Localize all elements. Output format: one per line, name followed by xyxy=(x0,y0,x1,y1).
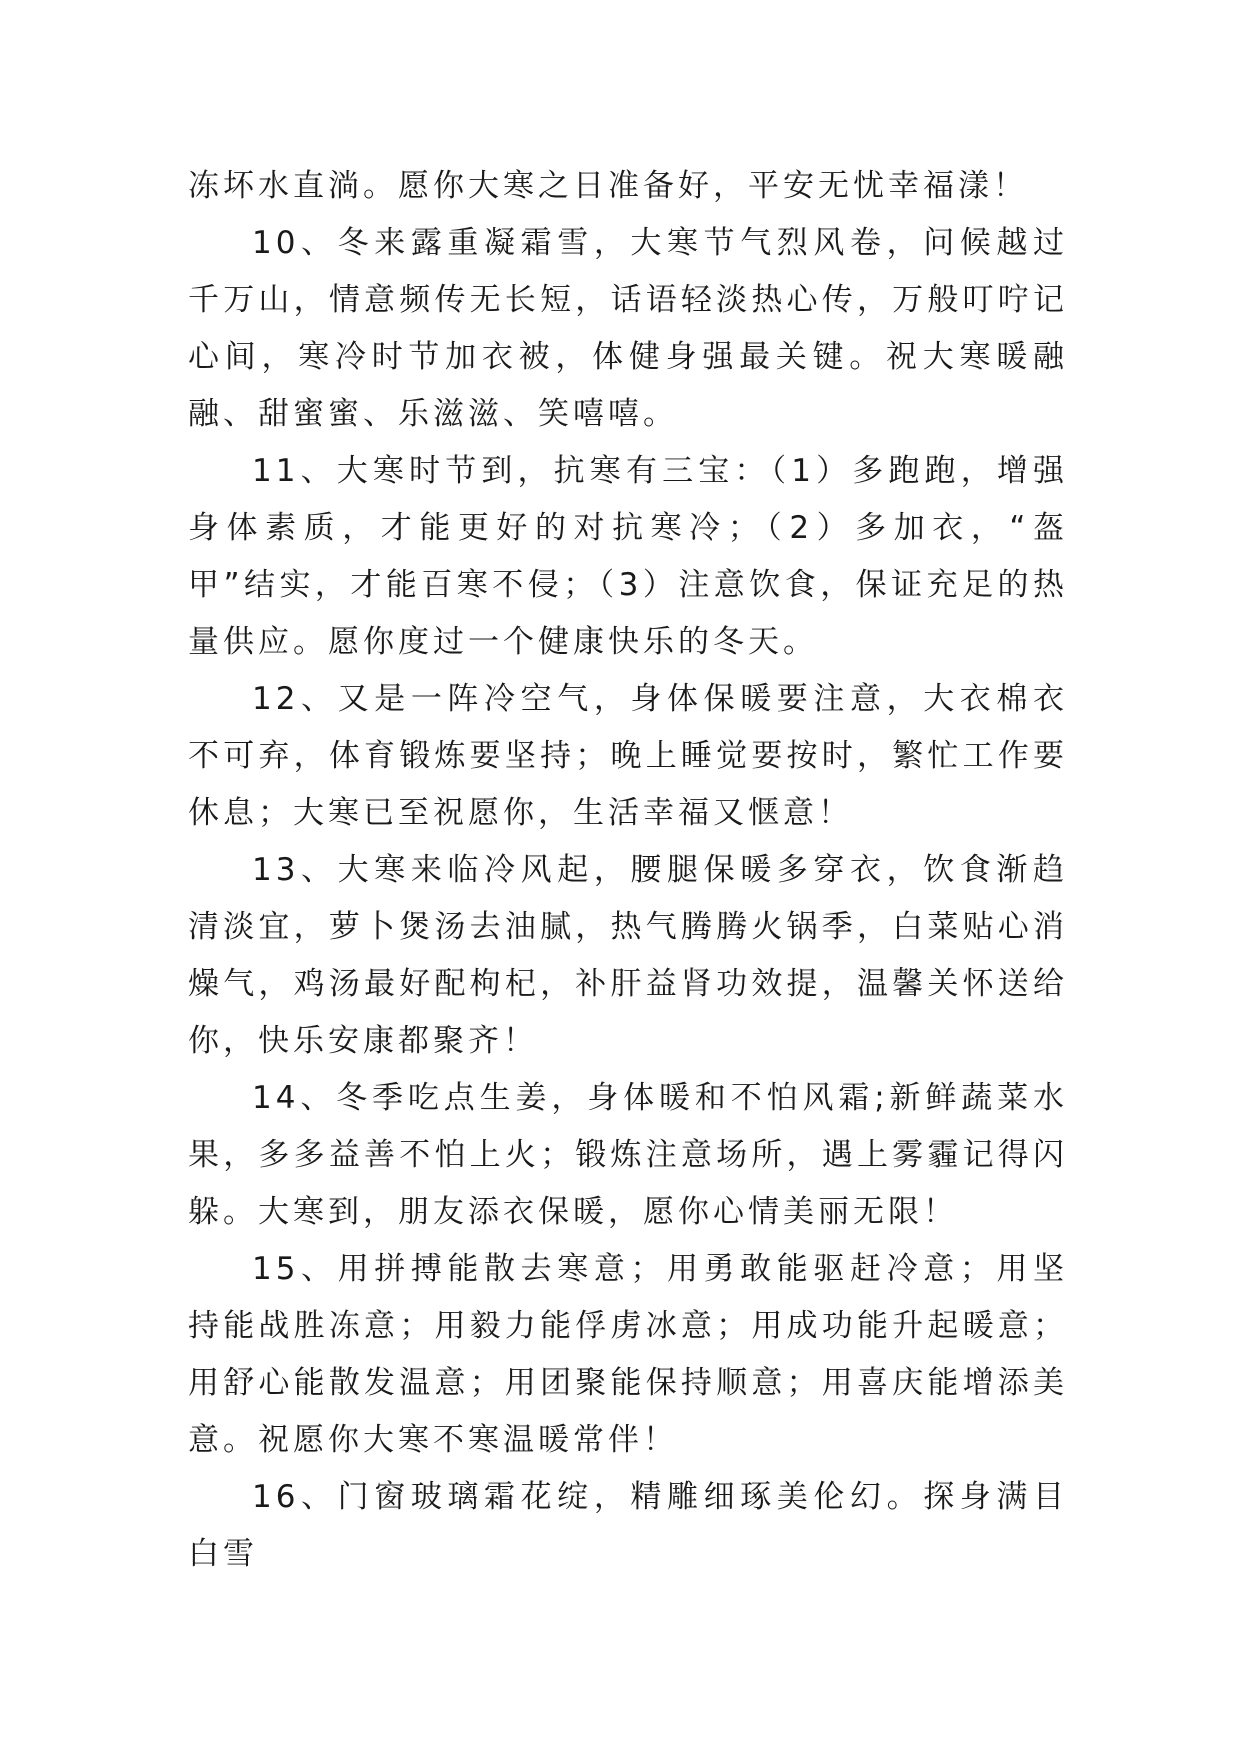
paragraph-10: 10、冬来露重凝霜雪，大寒节气烈风卷，问候越过千万山，情意频传无长短，话语轻淡热心传，万般叮咛记心间，寒冷时节加衣被，体健身强最关键。祝大寒暖融融、甜蜜蜜、乐滋滋、笑嘻嘻。 xyxy=(188,225,1068,432)
document-body xyxy=(188,158,1068,1583)
paragraph-12: 12、又是一阵冷空气，身体保暖要注意，大衣棉衣不可弃，体育锻炼要坚持；晚上睡觉要按时，繁忙工作要休息；大寒已至祝愿你，生活幸福又惬意！ xyxy=(188,681,1068,831)
paragraph-13: 13、大寒来临冷风起，腰腿保暖多穿衣，饮食渐趋清淡宜，萝卜煲汤去油腻，热气腾腾火锅季，白菜贴心消燥气，鸡汤最好配枸杞，补肝益肾功效提，温馨关怀送给你，快乐安康都聚齐！ xyxy=(188,852,1068,1059)
paragraph-16: 16、门窗玻璃霜花绽，精雕细琢美伦幻。探身满目白雪 xyxy=(188,1479,1068,1572)
paragraph-14: 14、冬季吃点生姜，身体暖和不怕风霜;新鲜蔬菜水果，多多益善不怕上火；锻炼注意场所，遇上雾霾记得闪躲。大寒到，朋友添衣保暖，愿你心情美丽无限！ xyxy=(188,1080,1068,1230)
paragraph-15: 15、用拼搏能散去寒意；用勇敢能驱赶冷意；用坚持能战胜冻意；用毅力能俘虏冰意；用成功能升起暖意；用舒心能散发温意；用团聚能保持顺意；用喜庆能增添美意。祝愿你大寒不寒温暖常伴！ xyxy=(188,1251,1068,1458)
paragraph-11: 11、大寒时节到，抗寒有三宝：（1）多跑跑，增强身体素质，才能更好的对抗寒冷；（2）多加衣，“盔甲”结实，才能百寒不侵；（3）注意饮食，保证充足的热量供应。愿你度过一个健康快乐的冬天。 xyxy=(188,453,1068,660)
paragraph-continuation: 冻坏水直淌。愿你大寒之日准备好，平安无忧幸福漾！ xyxy=(188,168,1028,204)
